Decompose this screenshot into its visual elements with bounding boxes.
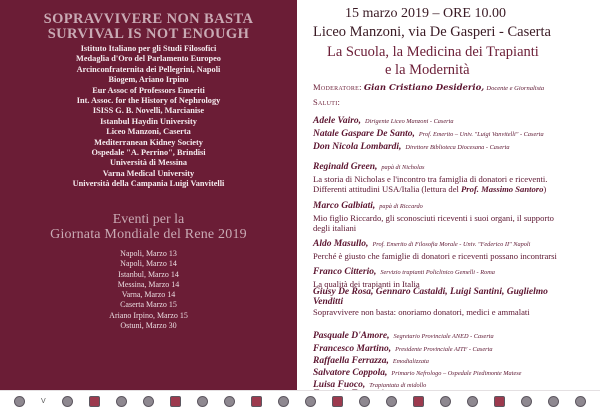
speaker-role: Presidente Provinciale AITF - Caserta [395,346,493,353]
event-venue: Liceo Manzoni, via De Gasperi - Caserta [313,24,551,40]
moderator-label: Moderatore: [313,82,362,92]
organizations-list [0,44,297,190]
speaker-role: Primario Nefrologo – Ospedale Piedimonte Matese [391,370,522,377]
speaker-name: Luisa Fuoco, [313,380,366,390]
speaker-entry [313,136,601,154]
speaker-role: Emodializzata [392,358,429,365]
events-list [0,249,297,331]
sponsor-logo-icon [14,396,25,407]
speaker-name-continued: Venditti [313,297,344,307]
talk-title: degli italiani [313,223,357,234]
organization-item: Medaglia d'Oro del Parlamento Europeo [76,54,221,64]
sponsor-logo-icon [278,396,289,407]
sponsor-logo-icon [359,396,370,407]
speaker-role: Prof. Emerito – Univ. "Luigi Vanvitelli" - Caserta [418,131,544,138]
sponsor-logo-icon [197,396,208,407]
speaker-name: Salvatore Coppola, [313,368,388,378]
event-title-line-1: La Scuola, la Medicina dei Trapianti [327,44,539,60]
organization-item: Liceo Manzoni, Caserta [106,127,191,137]
event-title-line-2: e la Modernità [385,62,470,78]
speaker-name: Aldo Masullo, [313,239,369,249]
events-title: Eventi per la [112,212,185,227]
organization-item: Eur Assoc of Professors Emeriti [92,85,205,95]
organization-item: ISISS G. B. Novelli, Marcianise [92,106,205,116]
header-line-1: SOPRAVVIVERE NON BASTA [43,11,254,27]
organization-item: Ospedale "A. Perrino", Brindisi [91,148,206,158]
speaker-name: Raffaella Ferrazza, [313,356,389,366]
talk-title: Differenti attitudini USA/Italia (lettura del Prof. Massimo Santoro) [313,184,547,195]
sponsor-logo-icon [440,396,451,407]
organization-item: Istituto Italiano per gli Studi Filosofici [80,44,217,53]
header-line-2: SURVIVAL IS NOT ENOUGH [47,26,250,42]
speaker-role: papà di Nicholas [381,164,425,171]
talk-title: Sopravvivere non basta: onoriamo donatori, medici e ammalati [313,307,530,317]
talk-title-bold: Prof. Massimo Santoro [461,184,544,195]
moderator-role: Docente e Giornalista [486,85,545,92]
speaker-name: Don Nicola Lombardi, [313,142,402,152]
speaker-entry [313,287,601,317]
speaker-name: Marco Galbiati, [313,201,376,211]
speaker-role: Servizio trapianti Policlinico Gemelli - Roma [380,269,495,276]
sponsor-logos-strip [0,390,600,411]
speaker-name: Adele Vairo, [313,116,362,126]
sponsor-logo-icon [467,396,478,407]
speaker-name: Natale Gaspare De Santo, [313,129,415,139]
sponsor-logo-icon [521,396,532,407]
organization-item: Università della Campania Luigi Vanvitelli [72,179,225,189]
organization-item: Università di Messina [110,158,187,168]
speaker-name: Franco Citterio, [313,267,377,277]
left-panel [0,0,297,390]
saluti-label: Saluti: [313,97,341,107]
sponsor-logo-icon [494,396,505,407]
organization-item: Istanbul Haydin University [100,116,197,126]
speaker-name: Pasquale D'Amore, [313,331,390,341]
sponsor-logo-icon [62,396,73,407]
event-item: Napoli, Marzo 13 [120,249,177,258]
organization-item: Arcinconfraternita dei Pellegrini, Napoli [76,64,221,74]
event-date: 15 marzo 2019 – ORE 10.00 [345,6,506,21]
programme-panel [305,0,595,390]
sponsor-logo-icon [575,396,586,407]
sponsor-logo-icon [413,396,424,407]
sponsor-logo-icon [332,396,343,407]
event-item: Ostuni, Marzo 30 [120,321,177,331]
organization-item: Varna Medical University [102,168,195,178]
organization-item: Int. Assoc. for the History of Nephrology [76,96,221,106]
sponsor-logo-icon [386,396,397,407]
sponsor-logo-icon [251,396,262,407]
sponsor-logo-icon [170,396,181,407]
organization-item: Mediterranean Kidney Society [94,137,203,147]
speaker-name: Giusy De Rosa, Gennaro Castaldi, Luigi Santini, Guglielmo [313,287,548,297]
speaker-role: Prof. Emerito di Filosofia Morale - Univ. "Federico II" Napoli [372,241,531,248]
speaker-entry [313,233,601,261]
event-item: Napoli, Marzo 14 [120,259,177,269]
sponsor-logo-icon [305,396,316,407]
speaker-role: Segretario Provinciale ANED - Caserta [393,333,494,340]
speaker-entry [313,383,601,390]
speaker-entry [313,156,601,194]
speaker-role: Trapiantata di midollo [369,382,427,389]
talk-title: Perché è giusto che famiglie di donatori e riceventi possano incontrarsi [313,251,557,261]
talk-title: La qualità dei trapianti in Italia [313,279,420,289]
event-item: Messina, Marzo 14 [117,279,180,289]
speaker-role: Direttore Biblioteca Diocesana - Caserta [405,144,510,151]
sponsor-logo-text: V [41,397,46,405]
event-item: Caserta Marzo 15 [120,300,177,310]
speaker-name: Francesco Martino, [313,344,392,354]
talk-title: Mio figlio Riccardo, gli sconosciuti riceventi i suoi organi, il supporto [313,213,554,223]
speaker-entry [313,261,601,289]
speaker-entry [313,195,601,233]
sponsor-logo-icon [224,396,235,407]
sponsor-logo-icon [548,396,559,407]
sponsor-logo-icon [143,396,154,407]
speaker-role: Dirigente Liceo Manzoni - Caserta [365,118,454,125]
speaker-name: Reginald Green, [313,162,378,172]
moderator-name: Gian Cristiano Desiderio, [363,83,485,93]
event-item: Ariano Irpino, Marzo 15 [109,310,188,320]
sponsor-logo-icon [89,396,100,407]
event-item: Istanbul, Marzo 14 [118,269,179,279]
sponsor-logo-icon [116,396,127,407]
event-item: Varna, Marzo 14 [121,290,176,300]
speaker-role: papà di Riccardo [379,203,423,210]
events-subtitle: Giornata Mondiale del Rene 2019 [50,227,247,242]
moderator-line [313,82,598,93]
talk-title: La storia di Nicholas e l'incontro tra famiglia di donatori e riceventi. [313,174,548,184]
organization-item: Biogem, Ariano Irpino [108,75,189,85]
